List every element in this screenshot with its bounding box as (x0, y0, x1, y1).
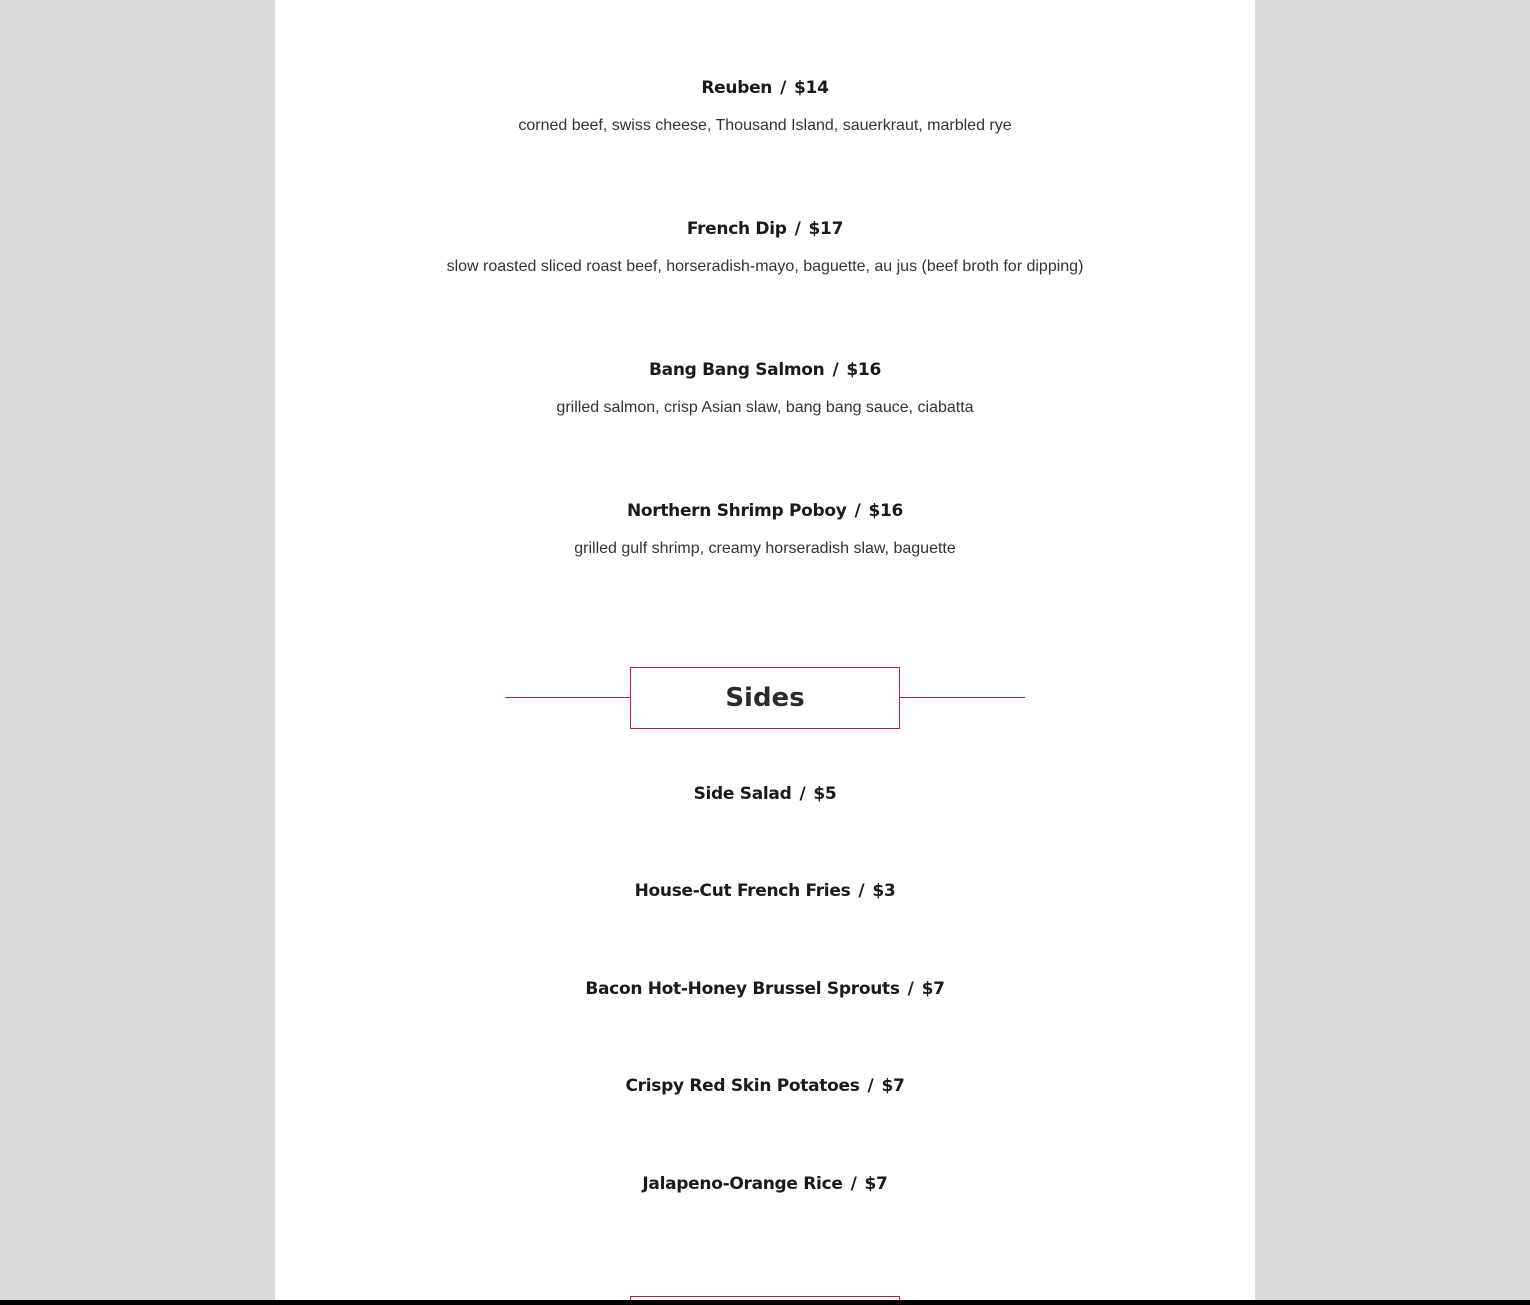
price-separator: / (780, 78, 787, 98)
menu-item-name: Jalapeno-Orange Rice (642, 1174, 843, 1194)
menu-item-price: $17 (808, 219, 844, 239)
menu-item (275, 501, 1255, 558)
menu-item-price: $16 (846, 360, 881, 380)
menu-item-title (275, 501, 1255, 521)
menu-item-title (275, 219, 1255, 239)
price-separator: / (854, 501, 861, 521)
menu-item-name: Side Salad (693, 784, 792, 804)
menu-item-name: French Dip (686, 219, 787, 239)
menu-item-price: $5 (813, 784, 837, 804)
menu-item (275, 979, 1255, 999)
menu-item (275, 219, 1255, 276)
menu-item-title (275, 360, 1255, 380)
divider-line (505, 697, 630, 698)
price-separator: / (867, 1076, 874, 1096)
menu-page (275, 0, 1255, 1300)
price-separator: / (907, 979, 914, 999)
menu-item (275, 1076, 1255, 1096)
menu-item (275, 881, 1255, 901)
menu-item-name: Reuben (701, 78, 773, 98)
menu-item-price: $7 (921, 979, 945, 999)
menu-item-description: grilled salmon, crisp Asian slaw, bang bang sauce, ciabatta (556, 399, 974, 416)
price-separator: / (832, 360, 839, 380)
menu-item-title (275, 881, 1255, 901)
menu-item-title (275, 784, 1255, 804)
menu-item (275, 784, 1255, 804)
menu-item-price: $16 (868, 501, 904, 521)
price-separator: / (799, 784, 806, 804)
bottom-bar (0, 1300, 1530, 1305)
menu-item-title (275, 1174, 1255, 1194)
menu-item-price: $3 (872, 881, 896, 901)
menu-item-name: Northern Shrimp Poboy (626, 501, 847, 521)
menu-item-title (275, 1076, 1255, 1096)
menu-item-name: Bacon Hot-Honey Brussel Sprouts (585, 979, 900, 999)
section-title: Sides (725, 683, 805, 713)
section-title-box (630, 667, 900, 729)
menu-item-name: House-Cut French Fries (634, 881, 851, 901)
section-header-sides (505, 667, 1025, 729)
price-separator: / (794, 219, 801, 239)
menu-item-price: $7 (864, 1174, 888, 1194)
menu-item-name: Crispy Red Skin Potatoes (625, 1076, 860, 1096)
menu-item-price: $14 (794, 78, 829, 98)
price-separator: / (850, 1174, 857, 1194)
menu-item-title (275, 979, 1255, 999)
menu-item-description: corned beef, swiss cheese, Thousand Island, sauerkraut, marbled rye (518, 117, 1012, 134)
menu-item (275, 360, 1255, 417)
menu-item (275, 78, 1255, 135)
menu-item (275, 1174, 1255, 1194)
menu-item-description: slow roasted sliced roast beef, horseradish-mayo, baguette, au jus (beef broth for dipping) (446, 258, 1084, 275)
price-separator: / (858, 881, 865, 901)
menu-item-name: Bang Bang Salmon (649, 360, 825, 380)
menu-item-price: $7 (881, 1076, 905, 1096)
menu-item-description: grilled gulf shrimp, creamy horseradish slaw, baguette (574, 540, 956, 557)
menu-item-title (275, 78, 1255, 98)
divider-line (900, 697, 1025, 698)
